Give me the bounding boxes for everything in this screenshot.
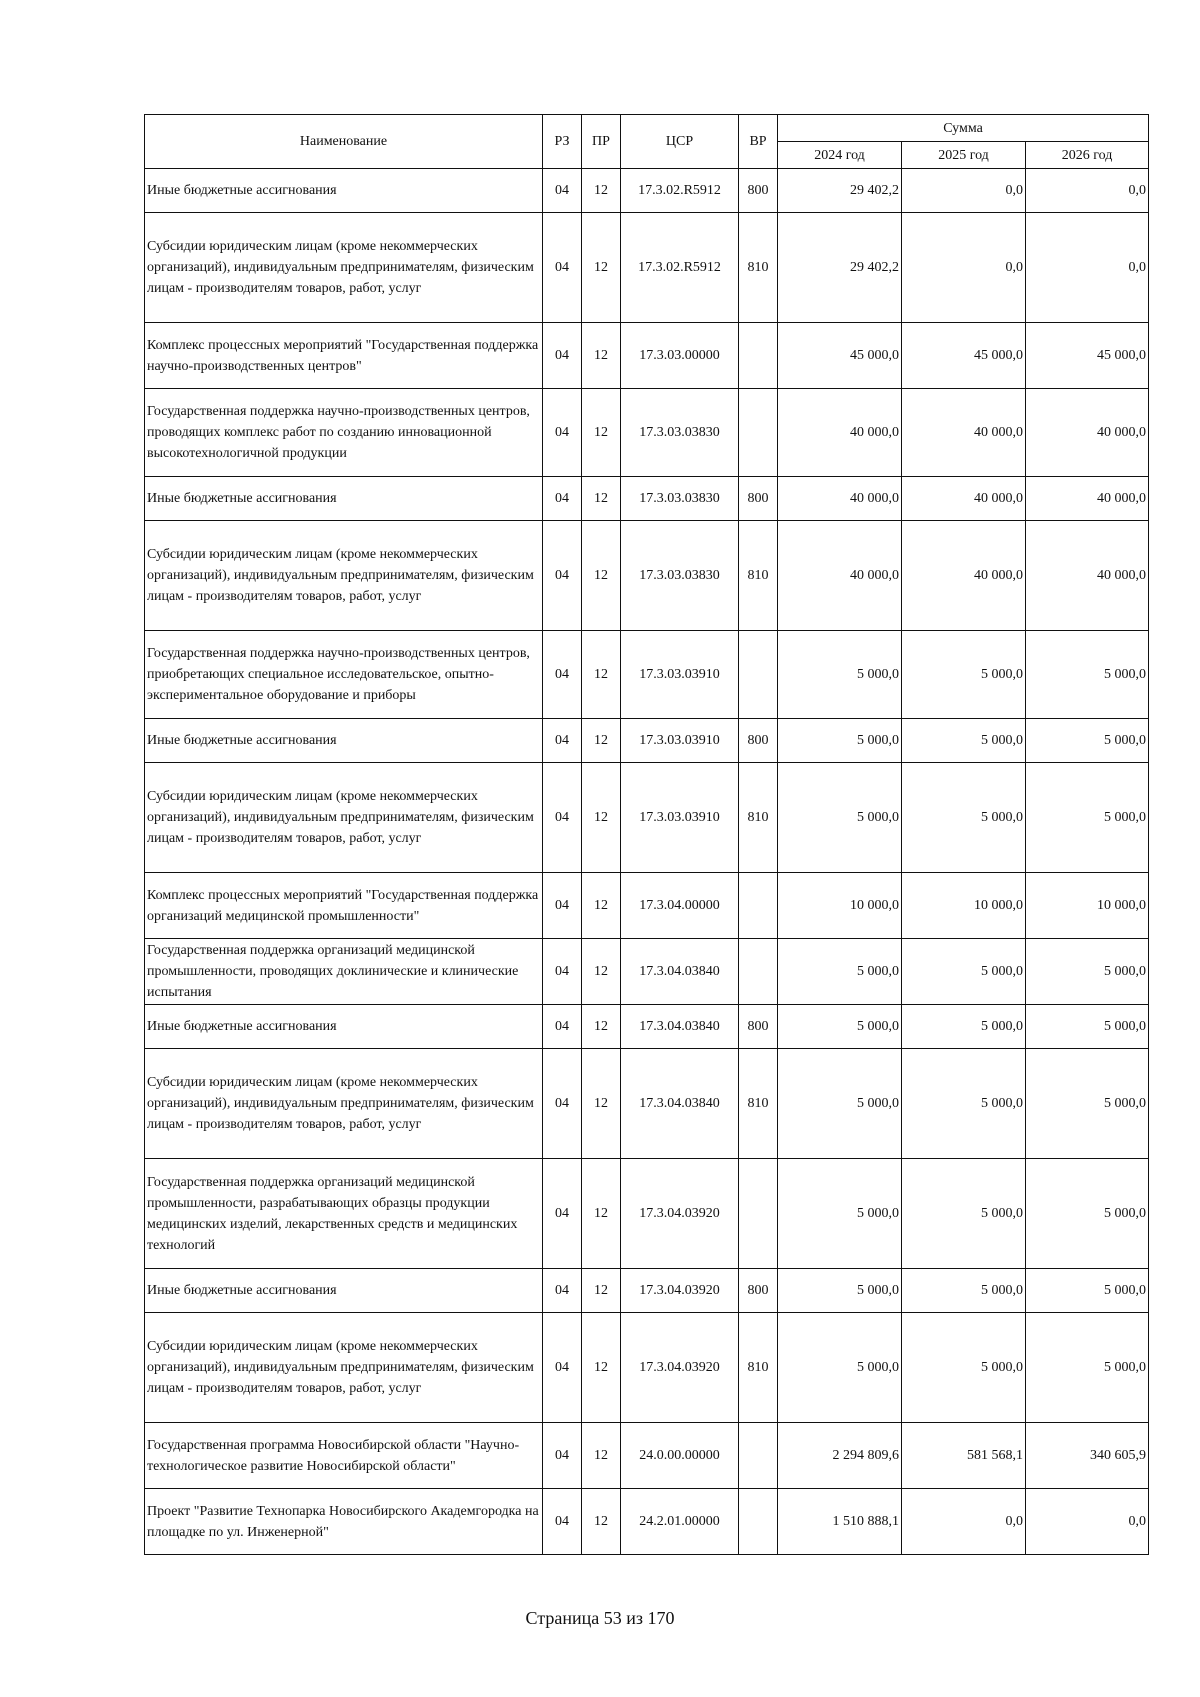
table-row (145, 1269, 1149, 1313)
row-sum-2025: 581 568,1 (902, 1423, 1026, 1489)
row-csr: 24.2.01.00000 (621, 1489, 739, 1555)
row-pr: 12 (582, 477, 621, 521)
row-name: Государственная поддержка организаций медицинской промышленности, проводящих доклинические и клинические испытания (145, 939, 543, 1005)
row-vr (739, 1423, 778, 1489)
row-sum-2026: 5 000,0 (1026, 1159, 1149, 1269)
row-pr: 12 (582, 1489, 621, 1555)
row-sum-2025: 5 000,0 (902, 1313, 1026, 1423)
row-pr: 12 (582, 1423, 621, 1489)
budget-table (144, 114, 1149, 1555)
row-vr (739, 1159, 778, 1269)
row-pr: 12 (582, 719, 621, 763)
row-pr: 12 (582, 169, 621, 213)
row-rz: 04 (543, 719, 582, 763)
row-name: Государственная поддержка организаций медицинской промышленности, разрабатывающих образцы продукции медицинских изделий, лекарственных средств и медицинских технологий (145, 1159, 543, 1269)
page-number: Страница 53 из 170 (525, 1608, 675, 1628)
table-row (145, 1423, 1149, 1489)
row-sum-2026: 5 000,0 (1026, 763, 1149, 873)
row-pr: 12 (582, 763, 621, 873)
row-vr (739, 939, 778, 1005)
row-vr: 800 (739, 169, 778, 213)
row-vr: 810 (739, 1313, 778, 1423)
row-rz: 04 (543, 477, 582, 521)
row-vr (739, 631, 778, 719)
row-rz: 04 (543, 873, 582, 939)
header-rz: РЗ (543, 115, 582, 169)
row-csr: 17.3.03.03910 (621, 719, 739, 763)
row-vr: 810 (739, 521, 778, 631)
row-csr: 17.3.04.03840 (621, 939, 739, 1005)
row-sum-2025: 5 000,0 (902, 1269, 1026, 1313)
row-rz: 04 (543, 389, 582, 477)
row-rz: 04 (543, 213, 582, 323)
row-sum-2026: 5 000,0 (1026, 719, 1149, 763)
row-sum-2025: 0,0 (902, 1489, 1026, 1555)
row-rz: 04 (543, 169, 582, 213)
table-row (145, 323, 1149, 389)
row-name: Комплекс процессных мероприятий "Государственная поддержка организаций медицинской промышленности" (145, 873, 543, 939)
header-year-2026: 2026 год (1026, 142, 1149, 169)
row-vr: 800 (739, 1269, 778, 1313)
table-row (145, 1005, 1149, 1049)
row-vr: 810 (739, 213, 778, 323)
table-row (145, 1489, 1149, 1555)
row-sum-2025: 5 000,0 (902, 631, 1026, 719)
row-name: Иные бюджетные ассигнования (145, 477, 543, 521)
row-name: Комплекс процессных мероприятий "Государственная поддержка научно-производственных центров" (145, 323, 543, 389)
row-sum-2025: 40 000,0 (902, 521, 1026, 631)
row-rz: 04 (543, 1269, 582, 1313)
row-sum-2024: 29 402,2 (778, 169, 902, 213)
row-sum-2026: 5 000,0 (1026, 1049, 1149, 1159)
row-rz: 04 (543, 1423, 582, 1489)
table-row (145, 521, 1149, 631)
table-row (145, 1313, 1149, 1423)
row-pr: 12 (582, 213, 621, 323)
row-csr: 17.3.03.03910 (621, 763, 739, 873)
header-row-top (145, 115, 1149, 142)
row-sum-2025: 40 000,0 (902, 389, 1026, 477)
row-name: Субсидии юридическим лицам (кроме некоммерческих организаций), индивидуальным предпринимателям, физическим лицам - производителям товаров, работ, услуг (145, 763, 543, 873)
row-sum-2024: 45 000,0 (778, 323, 902, 389)
row-sum-2025: 5 000,0 (902, 1005, 1026, 1049)
row-sum-2024: 5 000,0 (778, 719, 902, 763)
row-sum-2024: 5 000,0 (778, 763, 902, 873)
row-sum-2026: 340 605,9 (1026, 1423, 1149, 1489)
row-rz: 04 (543, 1159, 582, 1269)
row-csr: 17.3.04.03920 (621, 1159, 739, 1269)
table-header (145, 115, 1149, 169)
row-csr: 17.3.03.03830 (621, 521, 739, 631)
row-sum-2024: 5 000,0 (778, 1313, 902, 1423)
table-row (145, 719, 1149, 763)
row-sum-2024: 5 000,0 (778, 1049, 902, 1159)
row-pr: 12 (582, 873, 621, 939)
row-sum-2025: 5 000,0 (902, 939, 1026, 1005)
row-sum-2026: 5 000,0 (1026, 1005, 1149, 1049)
row-rz: 04 (543, 1005, 582, 1049)
row-name: Проект "Развитие Технопарка Новосибирского Академгородка на площадке по ул. Инженерной" (145, 1489, 543, 1555)
table-row (145, 213, 1149, 323)
header-year-2025: 2025 год (902, 142, 1026, 169)
row-sum-2024: 5 000,0 (778, 631, 902, 719)
row-name: Субсидии юридическим лицам (кроме некоммерческих организаций), индивидуальным предпринимателям, физическим лицам - производителям товаров, работ, услуг (145, 1049, 543, 1159)
row-sum-2024: 29 402,2 (778, 213, 902, 323)
row-sum-2025: 0,0 (902, 169, 1026, 213)
row-csr: 17.3.04.00000 (621, 873, 739, 939)
row-pr: 12 (582, 1313, 621, 1423)
row-csr: 17.3.04.03840 (621, 1049, 739, 1159)
row-sum-2026: 45 000,0 (1026, 323, 1149, 389)
row-sum-2025: 40 000,0 (902, 477, 1026, 521)
header-vr: ВР (739, 115, 778, 169)
row-vr (739, 1489, 778, 1555)
row-vr (739, 389, 778, 477)
row-csr: 17.3.04.03920 (621, 1313, 739, 1423)
row-sum-2024: 5 000,0 (778, 1269, 902, 1313)
row-name: Субсидии юридическим лицам (кроме некоммерческих организаций), индивидуальным предпринимателям, физическим лицам - производителям товаров, работ, услуг (145, 213, 543, 323)
row-sum-2026: 5 000,0 (1026, 631, 1149, 719)
header-sum: Сумма (778, 115, 1149, 142)
row-pr: 12 (582, 1159, 621, 1269)
row-sum-2024: 5 000,0 (778, 939, 902, 1005)
header-year-2024: 2024 год (778, 142, 902, 169)
row-sum-2025: 10 000,0 (902, 873, 1026, 939)
row-vr: 800 (739, 1005, 778, 1049)
row-sum-2026: 40 000,0 (1026, 389, 1149, 477)
row-sum-2024: 1 510 888,1 (778, 1489, 902, 1555)
row-vr: 800 (739, 477, 778, 521)
row-vr: 800 (739, 719, 778, 763)
row-pr: 12 (582, 631, 621, 719)
row-name: Иные бюджетные ассигнования (145, 169, 543, 213)
table-row (145, 389, 1149, 477)
row-pr: 12 (582, 1269, 621, 1313)
table-row (145, 1159, 1149, 1269)
row-sum-2026: 0,0 (1026, 213, 1149, 323)
row-name: Субсидии юридическим лицам (кроме некоммерческих организаций), индивидуальным предпринимателям, физическим лицам - производителям товаров, работ, услуг (145, 1313, 543, 1423)
row-vr: 810 (739, 763, 778, 873)
header-name: Наименование (145, 115, 543, 169)
row-rz: 04 (543, 1313, 582, 1423)
row-rz: 04 (543, 323, 582, 389)
row-sum-2025: 45 000,0 (902, 323, 1026, 389)
header-pr: ПР (582, 115, 621, 169)
row-name: Государственная поддержка научно-производственных центров, приобретающих специальное исследовательское, опытно-экспериментальное оборудование и приборы (145, 631, 543, 719)
row-csr: 17.3.03.03830 (621, 477, 739, 521)
row-csr: 17.3.03.03910 (621, 631, 739, 719)
row-sum-2026: 40 000,0 (1026, 521, 1149, 631)
row-sum-2024: 40 000,0 (778, 521, 902, 631)
row-name: Государственная программа Новосибирской области "Научно-технологическое развитие Новосибирской области" (145, 1423, 543, 1489)
row-sum-2026: 10 000,0 (1026, 873, 1149, 939)
row-rz: 04 (543, 521, 582, 631)
row-csr: 17.3.02.R5912 (621, 169, 739, 213)
row-pr: 12 (582, 939, 621, 1005)
row-csr: 17.3.03.00000 (621, 323, 739, 389)
row-pr: 12 (582, 1005, 621, 1049)
row-name: Субсидии юридическим лицам (кроме некоммерческих организаций), индивидуальным предпринимателям, физическим лицам - производителям товаров, работ, услуг (145, 521, 543, 631)
row-sum-2024: 10 000,0 (778, 873, 902, 939)
row-rz: 04 (543, 1049, 582, 1159)
row-rz: 04 (543, 763, 582, 873)
table-row (145, 169, 1149, 213)
row-sum-2025: 5 000,0 (902, 719, 1026, 763)
table-row (145, 477, 1149, 521)
row-name: Иные бюджетные ассигнования (145, 1269, 543, 1313)
row-name: Государственная поддержка научно-производственных центров, проводящих комплекс работ по созданию инновационной высокотехнологичной продукции (145, 389, 543, 477)
row-vr (739, 323, 778, 389)
table-row (145, 763, 1149, 873)
row-pr: 12 (582, 323, 621, 389)
row-sum-2026: 40 000,0 (1026, 477, 1149, 521)
row-sum-2025: 5 000,0 (902, 1049, 1026, 1159)
row-pr: 12 (582, 1049, 621, 1159)
header-csr: ЦСР (621, 115, 739, 169)
row-rz: 04 (543, 939, 582, 1005)
table-row (145, 939, 1149, 1005)
row-csr: 17.3.02.R5912 (621, 213, 739, 323)
row-sum-2026: 0,0 (1026, 169, 1149, 213)
row-name: Иные бюджетные ассигнования (145, 719, 543, 763)
row-csr: 17.3.03.03830 (621, 389, 739, 477)
row-pr: 12 (582, 521, 621, 631)
row-sum-2025: 5 000,0 (902, 763, 1026, 873)
row-pr: 12 (582, 389, 621, 477)
table-body (145, 169, 1149, 1555)
row-csr: 24.0.00.00000 (621, 1423, 739, 1489)
budget-page (144, 114, 1148, 1555)
row-sum-2024: 40 000,0 (778, 477, 902, 521)
row-sum-2026: 5 000,0 (1026, 939, 1149, 1005)
row-vr: 810 (739, 1049, 778, 1159)
row-csr: 17.3.04.03920 (621, 1269, 739, 1313)
row-sum-2026: 5 000,0 (1026, 1269, 1149, 1313)
row-sum-2026: 0,0 (1026, 1489, 1149, 1555)
row-name: Иные бюджетные ассигнования (145, 1005, 543, 1049)
row-rz: 04 (543, 631, 582, 719)
row-sum-2024: 2 294 809,6 (778, 1423, 902, 1489)
row-vr (739, 873, 778, 939)
row-sum-2024: 5 000,0 (778, 1159, 902, 1269)
row-sum-2025: 5 000,0 (902, 1159, 1026, 1269)
row-csr: 17.3.04.03840 (621, 1005, 739, 1049)
row-sum-2026: 5 000,0 (1026, 1313, 1149, 1423)
table-row (145, 1049, 1149, 1159)
table-row (145, 873, 1149, 939)
row-sum-2024: 5 000,0 (778, 1005, 902, 1049)
row-rz: 04 (543, 1489, 582, 1555)
row-sum-2024: 40 000,0 (778, 389, 902, 477)
row-sum-2025: 0,0 (902, 213, 1026, 323)
table-row (145, 631, 1149, 719)
